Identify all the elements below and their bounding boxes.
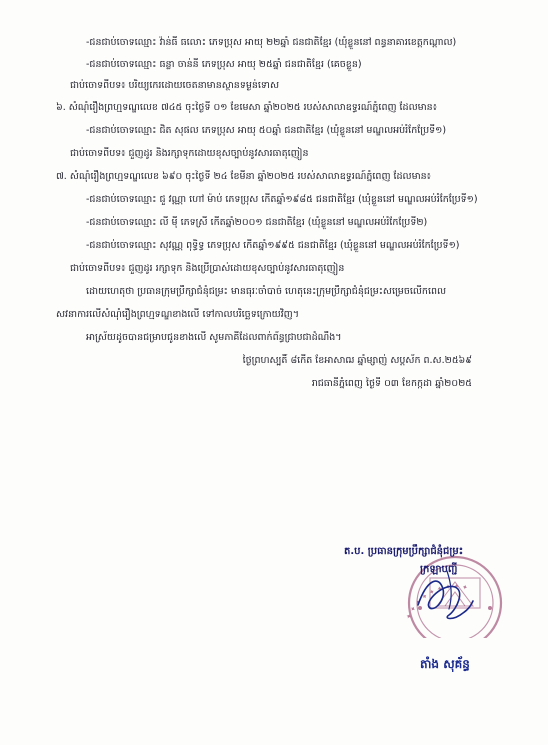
charge-line: ជាប់ចោទពីបទ៖ ជួញដូរ រក្សាទុក និងប្រើប្រាស់ដោយខុសច្បាប់នូវសារធាតុញៀន [70, 263, 345, 274]
defendant-line: -ជនជាប់ចោទឈ្មោះ វ៉ាន់ធី ធលោះ ភេទប្រុស អាយុ ២២ឆ្នាំ ជនជាតិខ្មែរ (ឃុំខ្លួននៅ ពន្ធនាគារខេត្តកណ្ដាល) [86, 37, 457, 48]
signature-role: ក្រឡាបញ្ជី [420, 564, 458, 575]
solar-date: រាជធានីភ្នំពេញ ថ្ងៃទី ០៣ ខែកក្កដា ឆ្នាំ២០២៥ [311, 378, 472, 389]
case-heading: ៧. សំណុំរឿងព្រហ្មទណ្ឌលេខ ៦៩០ ចុះថ្ងៃទី ២៤ ខែមីនា ឆ្នាំ២០២៥ របស់សាលាឧទ្ធរណ៍ភ្នំពេញ ដែលមាន៖ [56, 171, 431, 182]
defendant-line: -ជនជាប់ចោទឈ្មោះ ធន្លា ចាន់នី ភេទប្រុស អាយុ ២៥ឆ្នាំ ជនជាតិខ្មែរ (គេចខ្លួន) [86, 59, 362, 70]
charge-line: ជាប់ចោទពីបទ៖ បរិយ្យកេរដោយចេតនាមានស្ថានទម្ងន់ទោស [70, 80, 280, 91]
defendant-line: -ជនជាប់ចោទឈ្មោះ សុវណ្ណ ពុទ្ធិទ្ធ ភេទប្រុស កើតឆ្នាំ១៩៩៥ ជនជាតិខ្មែរ (ឃុំខ្លួននៅ មណ្ឌលអប់រំកែប្រែទី១) [86, 240, 460, 251]
signature-on-behalf: ត.ប. ប្រធានក្រុមប្រឹក្សាជំនុំជម្រះ [344, 546, 464, 557]
signer-name: តាំង សុគ័ន្ធ [420, 657, 470, 671]
body-paragraph: សវនាការលើសំណុំរឿងព្រហ្មទណ្ឌខាងលើ ទៅកាលបរិច្ឆេទក្រោយវិញ។ [56, 309, 299, 320]
defendant-line: -ជនជាប់ចោទឈ្មោះ ជួ វណ្ណា ហៅ ម៉ាប់ ភេទប្រុស កើតឆ្នាំ១៩៨៥ ជនជាតិខ្មែរ (ឃុំខ្លួននៅ មណ្ឌលអប់រំកែប្រែទី១) [86, 194, 478, 205]
svg-text:✦ ✦ ✦ ✦ ✦ ✦ ✦ ✦ ✦: ✦ ✦ ✦ ✦ ✦ ✦ ✦ ✦ ✦ [404, 582, 469, 621]
charge-line: ជាប់ចោទពីបទ៖ ជួញដូរ និងរក្សាទុកដោយខុសច្បាប់នូវសារធាតុញៀន [70, 148, 309, 159]
body-paragraph: អាស្រ័យដូចបានជម្រាបជូនខាងលើ សូមភាគីដែលពាក់ព័ន្ធជ្រាបជាដំណឹង។ [86, 332, 342, 343]
body-paragraph: ដោយហេតុថា ប្រធានក្រុមប្រឹក្សាជំនុំជម្រះ មានធុរៈចាំបាច់ ហេតុនេះក្រុមប្រឹក្សាជំនុំជម្រះសម្រេចលើកពេល [86, 286, 447, 297]
case-heading: ៦. សំណុំរឿងព្រហ្មទណ្ឌលេខ ៧៤៥ ចុះថ្ងៃទី ០១ ខែមេសា ឆ្នាំ២០២៥ របស់សាលាឧទ្ធរណ៍ភ្នំពេញ ដែលមាន៖ [56, 102, 437, 113]
defendant-line: -ជនជាប់ចោទឈ្មោះ លី មុី ភេទស្រី កើតឆ្នាំ២០០១ ជនជាតិខ្មែរ (ឃុំខ្លួននៅ មណ្ឌលអប់រំកែប្រែទី២) [86, 217, 428, 228]
handwritten-signature-icon [413, 565, 478, 625]
defendant-line: -ជនជាប់ចោទឈ្មោះ ជិត សុផល ភេទប្រុស អាយុ ៥០ឆ្នាំ ជនជាតិខ្មែរ (ឃុំខ្លួននៅ មណ្ឌលអប់រំកែប្រែទី១) [86, 125, 447, 136]
lunar-date: ថ្ងៃព្រហស្បតិ៍ ៨កើត ខែអាសាឍ ឆ្នាំម្សាញ់ សប្តស័ក ព.ស.២៥៦៩ [242, 355, 472, 366]
